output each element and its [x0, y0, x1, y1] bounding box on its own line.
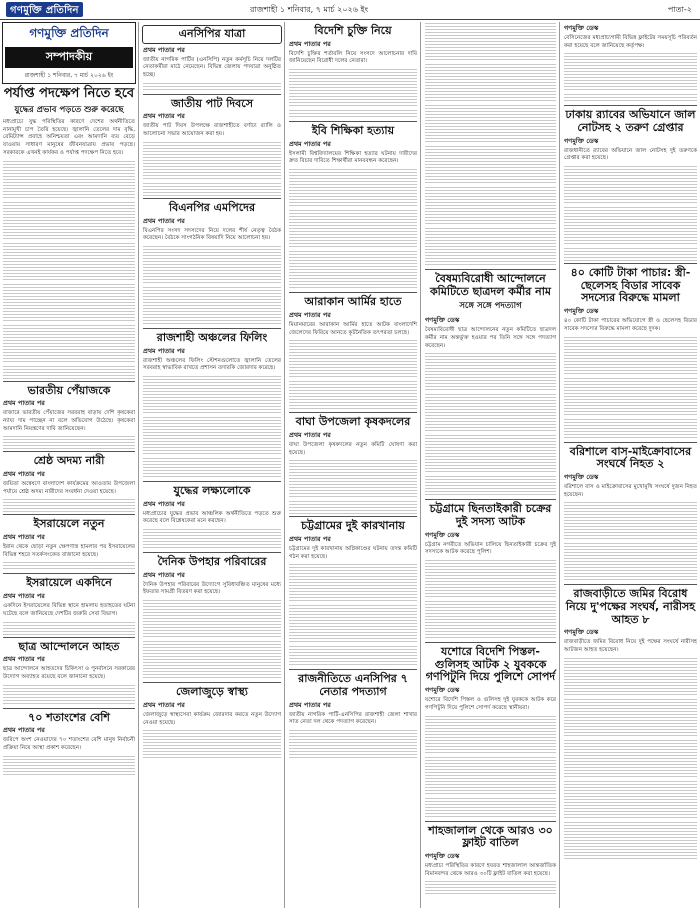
- headline[interactable]: রাজশাহী অঞ্চলের ফিলিং: [156, 330, 268, 344]
- text-filler: [564, 698, 697, 738]
- byline: প্রথম পাতার পর: [3, 533, 45, 542]
- text-filler: [564, 165, 697, 205]
- headline[interactable]: জাতীয় পাট দিবসে: [171, 96, 253, 110]
- text-filler: [143, 141, 281, 181]
- text-filler: [289, 729, 417, 759]
- byline: প্রথম পাতার পর: [289, 39, 331, 48]
- text-filler: [425, 352, 556, 392]
- text-filler: [289, 109, 417, 119]
- headline[interactable]: ছাত্র আন্দোলনে আহত: [18, 639, 120, 653]
- byline: গণমুক্তি ডেস্ক: [425, 530, 460, 539]
- story-body: মিয়ানমারের আরাকান আর্মির হাতে আটক বাংলাদেশি জেলেদের ফিরিয়ে আনতে কূটনৈতিক তৎপরতা চলছে।: [289, 321, 417, 336]
- text-filler: [564, 821, 697, 861]
- story-body: বরিশালে বাস ও মাইক্রোবাসের মুখোমুখি সংঘর্ষে দুজন নিহত হয়েছেন।: [564, 483, 697, 498]
- text-filler: [143, 286, 281, 326]
- byline: প্রথম পাতার পর: [3, 655, 45, 664]
- headline[interactable]: শ্রেষ্ঠ অদম্য নারী: [33, 454, 105, 468]
- byline: প্রথম পাতার পর: [143, 216, 185, 225]
- column-3: [286, 22, 420, 908]
- text-filler: [3, 201, 135, 241]
- text-filler: [425, 104, 556, 144]
- headline[interactable]: ৪০ কোটি টাকা পাচার: স্ত্রী-ছেলেসহ বিডার সাবেক সদস্যের বিরুদ্ধে মামলা: [570, 266, 691, 305]
- editorial-heading: সম্পাদকীয়: [5, 47, 133, 68]
- story-body: মধ্যপ্রাচ্যের যুদ্ধের প্রভাব আঞ্চলিক অর্থনীতিতে পড়তে শুরু করেছে বলে বিশ্লেষকেরা মনে করছেন।: [143, 510, 281, 525]
- divider: [143, 328, 281, 329]
- story-body: জেলাজুড়ে স্বাস্থ্যসেবা কার্যক্রম জোরদার করতে নতুন উদ্যোগ নেওয়া হয়েছে।: [143, 711, 281, 726]
- byline: গণমুক্তি ডেস্ক: [564, 136, 599, 145]
- column-5: [561, 22, 700, 908]
- text-filler: [564, 336, 697, 376]
- byline: প্রথম পাতার পর: [3, 399, 45, 408]
- headline[interactable]: বৈষম্যবিরোধী আন্দোলনে কমিটিতে ছাত্রদল কর্মীর নাম: [429, 272, 552, 298]
- headline[interactable]: ঢাকায় র‍্যাবের অভিযানে জাল নোটসহ ২ তরুণ গ্রেপ্তার: [565, 108, 696, 135]
- headline[interactable]: ইসরায়েলে একদিনে: [26, 576, 112, 590]
- masthead: [0, 0, 700, 20]
- editorial-subtitle: যুদ্ধের প্রভাব পড়তে শুরু করেছে: [14, 104, 124, 115]
- divider: [564, 263, 697, 264]
- divider: [3, 573, 135, 574]
- headline[interactable]: রাজবাড়ীতে জমির বিরোধ নিয়ে দু'পক্ষের সংঘর্ষ, নারীসহ আহত ৮: [565, 587, 696, 626]
- column-1: [0, 22, 138, 908]
- text-filler: [3, 242, 135, 282]
- byline: প্রথম পাতার পর: [143, 570, 185, 579]
- editorial-date: রাজশাহী ১ শনিবার, ৭ মার্চ ২০২৬ ইং: [24, 72, 114, 79]
- byline: গণমুক্তি ডেস্ক: [564, 307, 599, 316]
- text-filler: [425, 797, 556, 819]
- text-filler: [289, 168, 417, 208]
- headline[interactable]: যুদ্ধের লক্ষ্যলোকে: [173, 484, 251, 498]
- divider: [143, 94, 281, 95]
- text-filler: [425, 145, 556, 185]
- headline[interactable]: বাঘা উপজেলা কৃষকদলের: [295, 415, 411, 429]
- text-filler: [289, 250, 417, 290]
- divider: [289, 412, 417, 413]
- headline[interactable]: যশোরে বিদেশি পিস্তল-গুলিসহ আটক ২ যুবককে গণপিটুনি দিয়ে পুলিশে সোপর্দ: [425, 645, 556, 684]
- text-filler: [143, 416, 281, 456]
- text-filler: [564, 657, 697, 697]
- text-filler: [143, 599, 281, 639]
- text-filler: [289, 604, 417, 644]
- text-filler: [289, 209, 417, 249]
- editorial-title[interactable]: পর্যাপ্ত পদক্ষেপ নিতে হবে: [3, 86, 135, 101]
- divider: [3, 708, 135, 709]
- headline[interactable]: চট্টগ্রামে ছিনতাইকারী চক্রের দুই সদস্য আটক: [429, 502, 552, 529]
- headline[interactable]: বিএনপির এমপিদের: [168, 200, 256, 214]
- story-body: বাঘা উপজেলা কৃষকদলের নতুন কমিটি ঘোষণা করা হয়েছে।: [289, 441, 417, 456]
- divider: [143, 682, 281, 683]
- text-filler: [289, 380, 417, 410]
- byline: প্রথম পাতার পর: [3, 592, 45, 601]
- divider: [425, 499, 556, 500]
- story-body: জাতীয় পাট দিবস উপলক্ষে রাজশাহীতে বর্ণাঢ্য র‍্যালি ও আলোচনা সভার আয়োজন করা হয়।: [143, 123, 281, 138]
- story-body: রাজশাহী অঞ্চলের ফিলিং স্টেশনগুলোতে জ্বালানি তেলের সরবরাহ স্বাভাবিক রাখতে প্রশাসন তদারকি জোরদার করেছে।: [143, 357, 281, 372]
- story-body: বেসিনেজের মধ্যপ্রাচ্যগামী বিভিন্ন ফ্লাইটের সময়সূচি পরিবর্তন করা হয়েছে বলে জানিয়েছে কর্তৃপক্ষ।: [564, 35, 697, 49]
- divider: [3, 514, 135, 515]
- byline: গণমুক্তি ডেস্ক: [564, 628, 599, 637]
- text-filler: [564, 780, 697, 820]
- text-filler: [3, 561, 135, 571]
- text-filler: [425, 756, 556, 796]
- story-body: ছাত্র আন্দোলনে আহতদের চিকিৎসা ও পুনর্বাসনে সরকারের উদ্যোগ অব্যাহত রয়েছে বলে জানানো হয়েছে।: [3, 666, 135, 680]
- divider: [425, 642, 556, 643]
- divider: [289, 292, 417, 293]
- text-filler: [425, 22, 556, 62]
- divider: [143, 481, 281, 482]
- byline: প্রথম পাতার পর: [289, 534, 331, 543]
- story-body: জাতীয় নাগরিক পার্টি-এনসিপির রাজশাহী জেলা শাখার সাত নেতা দল থেকে পদত্যাগ করেছেন।: [289, 711, 417, 726]
- story-body: বাজারে ভারতীয় পেঁয়াজের সরবরাহ বাড়ায় দেশি কৃষকেরা ন্যায্য দাম পাচ্ছেন না বলে অভিযোগ উঠেছে। কৃষকেরা আমদানি নিয়ন্ত্রণের দাবি জানিয়েছেন।: [3, 410, 135, 432]
- byline: প্রথম পাতার পর: [143, 112, 185, 121]
- story-body: জয়িতা অন্বেষণে বাংলাদেশ কার্যক্রমের আওতায় উপজেলা পর্যায়ে শ্রেষ্ঠ অদম্য নারীদের সংবর্ধনা দেওয়া হয়েছে।: [3, 480, 135, 495]
- story-body: রাজধানীতে র‍্যাবের অভিযানে জাল নোটসহ দুই তরুণকে গ্রেপ্তার করা হয়েছে।: [564, 147, 697, 162]
- text-filler: [3, 160, 135, 200]
- divider: [289, 516, 417, 517]
- story-body: যশোরে বিদেশি পিস্তল ও গুলিসহ দুই যুবককে আটক করে গণপিটুনি দিয়ে পুলিশে সোপর্দ করেছে স্থানীয়রা।: [425, 697, 556, 711]
- byline: প্রথম পাতার পর: [289, 700, 331, 709]
- text-filler: [3, 324, 135, 364]
- story-body: জাতীয় নাগরিক পার্টির (এনসিপি) নতুন কর্মসূচি নিয়ে দলটির নেতাকর্মীরা মাঠে নেমেছেন। বিভিন্ন জেলায় পদযাত্রা অনুষ্ঠিত হচ্ছে।: [143, 56, 281, 79]
- story-body: জরিপে অংশ নেওয়াদের ৭০ শতাংশের বেশি মানুষ নির্বাচনী প্রক্রিয়া নিয়ে আস্থা প্রকাশ করেছেন।: [3, 737, 135, 751]
- text-filler: [143, 528, 281, 550]
- story-body: একদিনে ইসরায়েলের বিভিন্ন স্থানে হামলায় হতাহতের ঘটনা ঘটেছে বলে জানিয়েছে দেশটির জরুরি সেবা বিভাগ।: [3, 603, 135, 617]
- divider: [3, 381, 135, 382]
- column-2: [140, 22, 284, 908]
- divider: [143, 198, 281, 199]
- text-filler: [3, 498, 135, 512]
- divider: [564, 442, 697, 443]
- headline[interactable]: ইসরায়েলে নতুন: [33, 517, 105, 531]
- byline: গণমুক্তি ডেস্ক: [564, 472, 599, 481]
- headline[interactable]: চট্টগ্রামের দুই কারখানায়: [301, 519, 405, 533]
- text-filler: [564, 206, 697, 246]
- text-filler: [289, 459, 417, 499]
- story-body: ইসলামী বিশ্ববিদ্যালয়ের শিক্ষিকা হত্যার ঘটনায় দায়ীদের দ্রুত বিচার দাবিতে শিক্ষার্থীরা মানববন্ধন করেছেন।: [289, 150, 417, 165]
- byline: গণমুক্তি ডেস্ক: [425, 851, 460, 860]
- byline: প্রথম পাতার পর: [143, 346, 185, 355]
- column-rule: [138, 22, 139, 908]
- text-filler: [425, 63, 556, 103]
- byline: প্রথম পাতার পর: [143, 700, 185, 709]
- headline[interactable]: ইবি শিক্ষিকা হত্যায়: [311, 124, 395, 138]
- byline: প্রথম পাতার পর: [3, 469, 45, 478]
- text-filler: [425, 186, 556, 226]
- column-rule: [559, 22, 560, 908]
- text-filler: [425, 475, 556, 497]
- story-body: বিদেশি চুক্তির শর্তাবলি নিয়ে সংসদে আলোচনার দাবি জানিয়েছেন বিরোধী দলের নেতারা।: [289, 50, 417, 65]
- text-filler: [564, 247, 697, 261]
- text-filler: [289, 563, 417, 603]
- text-filler: [425, 434, 556, 474]
- text-filler: [3, 283, 135, 323]
- text-filler: [143, 640, 281, 680]
- headline[interactable]: আরাকান আর্মির হাতে: [304, 295, 402, 309]
- headline[interactable]: বরিশালে বাস-মাইক্রোবাসের সংঘর্ষে নিহত ২: [569, 444, 692, 471]
- story-body: রাজবাড়ীতে জমির বিরোধ নিয়ে দুই পক্ষের সংঘর্ষে নারীসহ আটজন আহত হয়েছেন।: [564, 639, 697, 653]
- byline: প্রথম পাতার পর: [289, 139, 331, 148]
- subheadline: সঙ্গে সঙ্গে পদত্যাগ: [459, 301, 522, 312]
- divider: [289, 669, 417, 670]
- story-body: চট্টগ্রামের দুই কারখানায় অগ্নিকাণ্ডের ঘটনায় তদন্ত কমিটি গঠন করা হয়েছে।: [289, 545, 417, 560]
- editorial-header: [2, 22, 136, 84]
- byline: গণমুক্তি ডেস্ক: [564, 24, 599, 32]
- headline[interactable]: ৭০ শতাংশের বেশি: [28, 710, 110, 724]
- byline: প্রথম পাতার পর: [3, 726, 45, 735]
- text-filler: [143, 457, 281, 479]
- story-body: বৈষম্যবিরোধী ছাত্র আন্দোলনের নতুন কমিটিতে ছাত্রদল কর্মীর নাম অন্তর্ভুক্ত হওয়ার পর তিনি সঙ্গে সঙ্গে পদত্যাগ করেছেন।: [425, 327, 556, 349]
- text-filler: [289, 645, 417, 667]
- headline[interactable]: বিদেশি চুক্তি নিয়ে: [314, 24, 392, 37]
- byline: প্রথম পাতার পর: [289, 430, 331, 439]
- dateline: রাজশাহী ১ শনিবার, ৭ মার্চ ২০২৬ ইং: [250, 5, 369, 14]
- story-body: বিএনপির সংসদ সদস্যদের নিয়ে দলের শীর্ষ নেতৃত্ব বৈঠক করেছেন। বৈঠকে সাংগঠনিক বিষয়াদি নিয়ে আলোচনা হয়।: [143, 227, 281, 242]
- story-body: ৪০ কোটি টাকা পাচারের অভিযোগে স্ত্রী ও ছেলেসহ বিডার সাবেক সদস্যের বিরুদ্ধে মামলা করেছে দুদক।: [564, 318, 697, 332]
- byline: গণমুক্তি ডেস্ক: [425, 686, 460, 695]
- text-filler: [564, 501, 697, 541]
- story-body: মধ্যপ্রাচ্য পরিস্থিতির কারণে হযরত শাহজালাল আন্তর্জাতিক বিমানবন্দর থেকে আরও ৩০টি ফ্লাইট বাতিল করা হয়েছে।: [425, 862, 556, 877]
- divider: [143, 552, 281, 553]
- text-filler: [3, 755, 135, 777]
- headline[interactable]: দৈনিক উপহার পরিবারের: [157, 555, 267, 569]
- byline: প্রথম পাতার পর: [143, 45, 185, 54]
- divider: [3, 637, 135, 638]
- divider: [289, 121, 417, 122]
- newspaper-logo[interactable]: গণমুক্তি প্রতিদিন: [6, 2, 83, 17]
- story-body: চট্টগ্রাম নগরীতে অভিযান চালিয়ে ছিনতাইকারী চক্রের দুই সদস্যকে আটক করেছে পুলিশ।: [425, 541, 556, 556]
- byline: প্রথম পাতার পর: [289, 310, 331, 319]
- text-filler: [289, 500, 417, 514]
- text-filler: [564, 739, 697, 779]
- headline[interactable]: এনসিপির যাত্রা: [142, 25, 282, 44]
- byline: প্রথম পাতার পর: [143, 499, 185, 508]
- headline[interactable]: শাহজালাল থেকে আরও ৩০ ফ্লাইট বাতিল: [428, 823, 553, 850]
- text-filler: [564, 93, 697, 103]
- text-filler: [425, 227, 556, 267]
- story-body: দৈনিক উপহার পরিবারের উদ্যোগে সুবিধাবঞ্চিত মানুষের মধ্যে ইফতার সামগ্রী বিতরণ করা হয়েছে।: [143, 581, 281, 596]
- headline[interactable]: জেলাজুড়ে স্বাস্থ্য: [176, 685, 248, 699]
- divider: [564, 105, 697, 106]
- divider: [425, 269, 556, 270]
- text-filler: [3, 365, 135, 379]
- divider: [564, 584, 697, 585]
- text-filler: [3, 435, 135, 449]
- text-filler: [564, 418, 697, 440]
- text-filler: [425, 393, 556, 433]
- column-rule: [420, 22, 421, 908]
- text-filler: [3, 684, 135, 706]
- text-filler: [289, 339, 417, 379]
- editorial-logo: গণমুক্তি প্রতিদিন: [29, 26, 109, 40]
- divider: [425, 821, 556, 822]
- text-filler: [564, 542, 697, 582]
- text-filler: [425, 600, 556, 640]
- text-filler: [289, 68, 417, 108]
- page-number: পাতা-২: [667, 5, 692, 14]
- text-filler: [143, 375, 281, 415]
- text-filler: [425, 559, 556, 599]
- text-filler: [143, 729, 281, 759]
- text-filler: [564, 52, 697, 92]
- divider: [3, 451, 135, 452]
- column-rule: [284, 22, 285, 908]
- byline: গণমুক্তি ডেস্ক: [425, 316, 460, 325]
- story-body: ইরান থেকে ছোড়া নতুন ক্ষেপণাস্ত্র হামলার পর ইসরায়েলের বিভিন্ন শহরে সতর্কসংকেত বাজানো হয়েছে।: [3, 544, 135, 558]
- text-filler: [425, 715, 556, 755]
- editorial-body: মধ্যপ্রাচ্যে যুদ্ধ পরিস্থিতির কারণে দেশের অর্থনীতিতে নানামুখী চাপ তৈরি হয়েছে। জ্বালানি তেলের দাম বৃদ্ধি, রেমিট্যান্স প্রবাহে অনিশ্চয়তা এবং আমদানি ব্যয় বেড়ে যাওয়ায় সাধারণ মানুষের জীবনযাত্রায় প্রভাব পড়ছে। সরকারকে এখনই কার্যকর ও পর্যাপ্ত পদক্ষেপ নিতে হবে।: [3, 118, 135, 156]
- text-filler: [3, 621, 135, 635]
- text-filler: [143, 245, 281, 285]
- headline[interactable]: রাজনীতিতে এনসিপির ৭ নেতার পদত্যাগ: [298, 672, 408, 699]
- text-filler: [143, 82, 281, 92]
- column-4: [422, 22, 559, 908]
- headline[interactable]: ভারতীয় পেঁয়াজকে: [27, 383, 111, 397]
- text-filler: [564, 377, 697, 417]
- text-filler: [425, 880, 556, 894]
- text-filler: [143, 182, 281, 196]
